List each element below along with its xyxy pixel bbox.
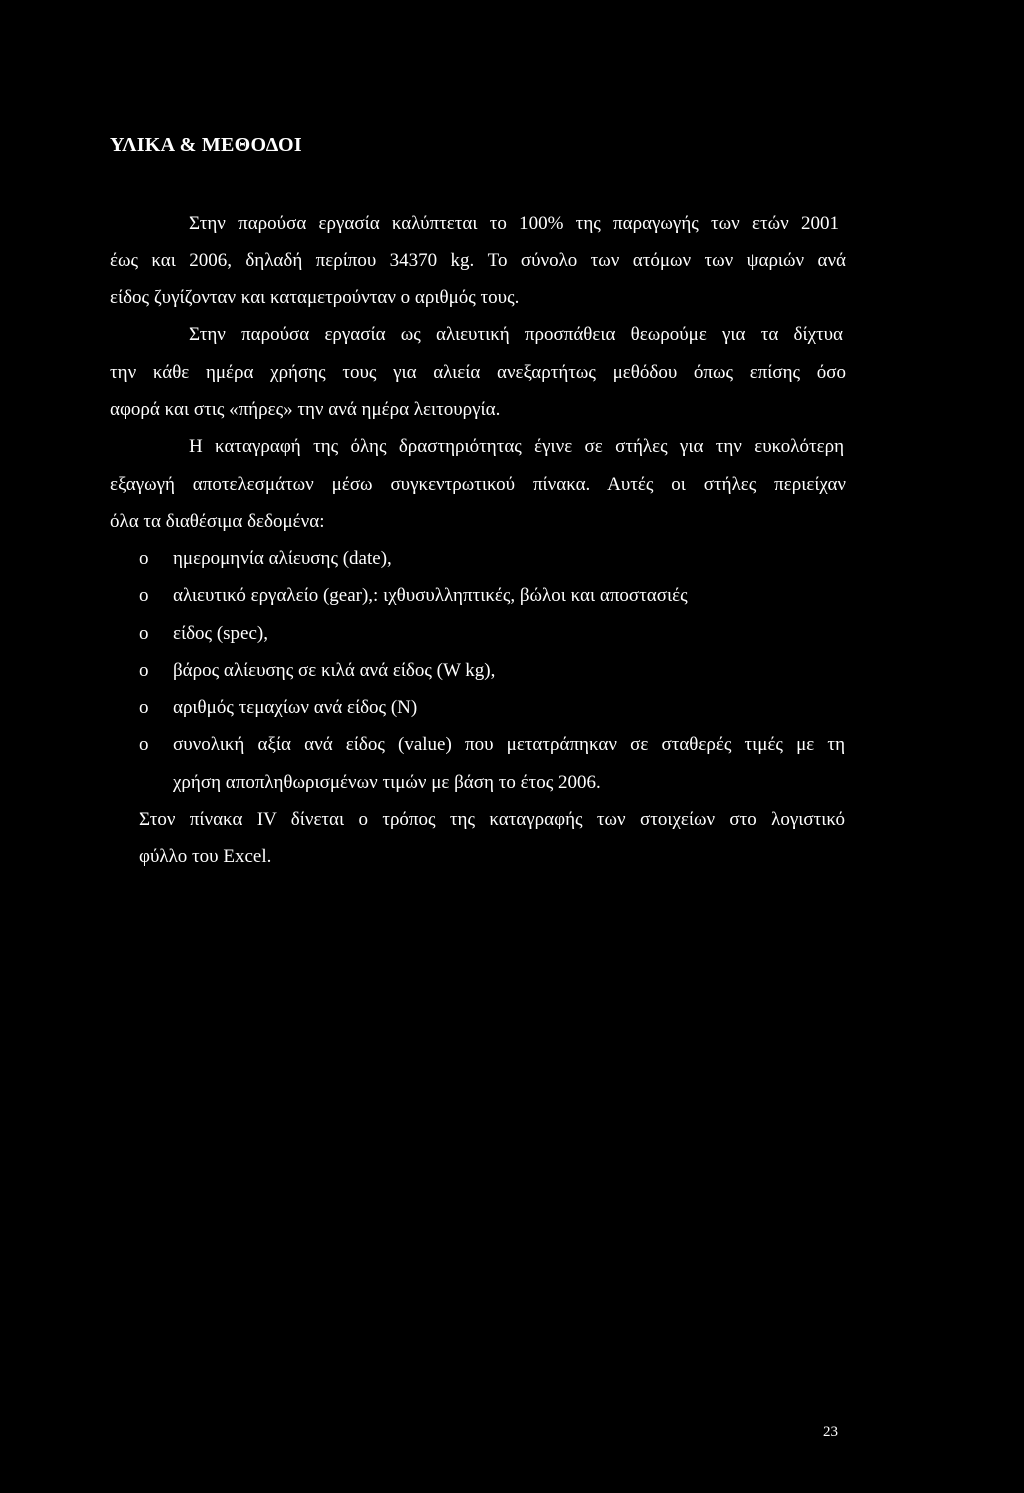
paragraph-2-line-2: την κάθε ημέρα χρήσης τους για αλιεία ανεξαρτήτως μεθόδου όπως επίσης όσο [110, 362, 846, 383]
list-item-count: αριθμός τεμαχίων ανά είδος (N) [173, 697, 418, 718]
paragraph-2-line-1: Στην παρούσα εργασία ως αλιευτική προσπάθεια θεωρούμε για τα δίχτυα [189, 324, 843, 345]
paragraph-4-line-1: Στον πίνακα IV δίνεται ο τρόπος της καταγραφής των στοιχείων στο λογιστικό [139, 809, 845, 830]
paragraph-3-line-2: εξαγωγή αποτελεσμάτων μέσω συγκεντρωτικού πίνακα. Αυτές οι στήλες περιείχαν [110, 474, 846, 495]
section-heading: ΥΛΙΚΑ & ΜΕΘΟΔΟΙ [110, 134, 302, 156]
bullet-marker: o [139, 548, 149, 569]
paragraph-1-line-1: Στην παρούσα εργασία καλύπτεται το 100% της παραγωγής των ετών 2001 [189, 213, 839, 234]
list-item-weight: βάρος αλίευσης σε κιλά ανά είδος (W kg), [173, 660, 496, 681]
bullet-marker: o [139, 697, 149, 718]
paragraph-2-line-3: αφορά και στις «πήρες» την ανά ημέρα λειτουργία. [110, 399, 501, 420]
bullet-marker: o [139, 585, 149, 606]
paragraph-4-line-2: φύλλο του Excel. [139, 846, 272, 867]
bullet-marker: o [139, 660, 149, 681]
paragraph-1-line-2: έως και 2006, δηλαδή περίπου 34370 kg. Το σύνολο των ατόμων των ψαριών ανά [110, 250, 846, 271]
list-item-value-continuation: χρήση αποπληθωρισμένων τιμών με βάση το έτος 2006. [173, 772, 601, 793]
bullet-marker: o [139, 623, 149, 644]
list-item-date: ημερομηνία αλίευσης (date), [173, 548, 392, 569]
bullet-marker: o [139, 734, 149, 755]
paragraph-3-line-3: όλα τα διαθέσιμα δεδομένα: [110, 511, 325, 532]
paragraph-1-line-3: είδος ζυγίζονταν και καταμετρούνταν ο αριθμός τους. [110, 287, 520, 308]
list-item-spec: είδος (spec), [173, 623, 268, 644]
list-item-value: συνολική αξία ανά είδος (value) που μετατράπηκαν σε σταθερές τιμές με τη [173, 734, 845, 755]
paragraph-3-line-1: Η καταγραφή της όλης δραστηριότητας έγινε σε στήλες για την ευκολότερη [189, 436, 844, 457]
page-number: 23 [823, 1424, 838, 1440]
list-item-gear: αλιευτικό εργαλείο (gear),: ιχθυσυλληπτικές, βώλοι και αποστασιές [173, 585, 688, 606]
